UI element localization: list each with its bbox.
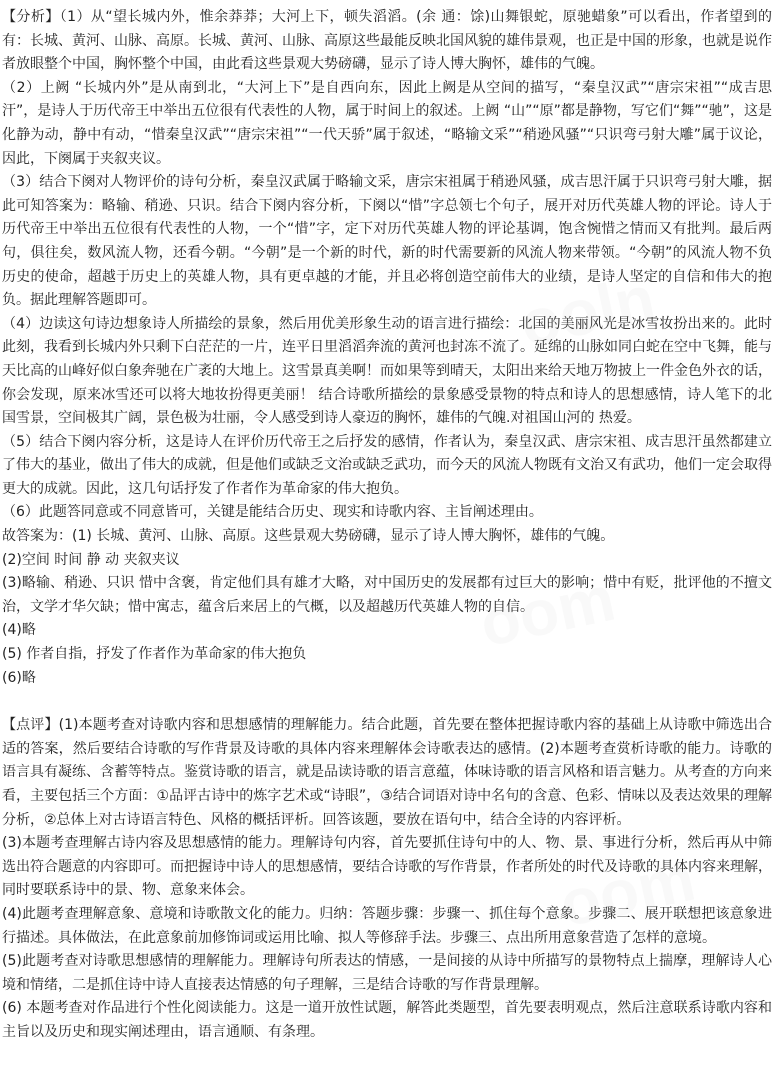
analysis-paragraph-2: （2）上阙 “长城内外”是从南到北，“大河上下”是自西向东，因此上阙是从空间的描写，“秦皇汉武”“唐宗宋祖”“成吉思汗”，是诗人于历代帝王中举出五位很有代表性的人物，属于时间上的叙述。上阙 “山”“原”都是静物，写它们“舞”“驰”，这是化静为动，静中有动，“惜秦皇汉武”“唐宗宋祖”“一代天骄”属于叙述，“略输文采”“稍逊风骚”“只识弯弓射大雕”属于议论，因此，下阕属于夹叙夹议。 [2, 79, 772, 167]
analysis-paragraph-5: （5）结合下阕内容分析，这是诗人在评价历代帝王之后抒发的感情，作者认为，秦皇汉武、唐宗宋祖、成吉思汗虽然都建立了伟大的基业，做出了伟大的成就，但是他们或缺乏文治或缺乏武功，而今天的风流人物既有文治又有武功，他们一定会取得更大的成就。因此，这几句话抒发了作者作为革命家的伟大抱负。 [2, 433, 772, 497]
answer-4: (4)略 [2, 622, 36, 639]
comment-paragraph-3: (3)本题考查理解古诗内容及思想感情的能力。理解诗句内容，首先要抓住诗句中的人、物、景、事进行分析，然后再从中筛选出符合题意的内容即可。而把握诗中诗人的思想感情，要结合诗歌的写作背景，作者所处的时代及诗歌的具体内容来理解，同时要联系诗中的景、物、意象来体会。 [2, 835, 772, 899]
analysis-paragraph-4: （4）边读这句诗边想象诗人所描绘的景象，然后用优美形象生动的语言进行描绘：北国的美丽风光是冰雪妆扮出来的。此时此刻，我看到长城内外只剩下白茫茫的一片，连平日里滔滔奔流的黄河也封冻不流了。延绵的山脉如同白蛇在空中飞舞，能与天比高的山峰好似白象奔驰在广袤的大地上。这雪景真美啊！而如果等到晴天，太阳出来给天地万物披上一件金色外衣的话，你会发现，原来冰雪还可以将大地妆扮得更美丽！ 结合诗歌所描绘的景象感受景物的特点和诗人的思想感情，诗人笔下的北国雪景，空间极其广阔，景色极为壮丽，令人感受到诗人豪迈的胸怀，雄伟的气魄.对祖国山河的 热爱。 [2, 315, 772, 427]
comment-section [2, 714, 772, 1044]
comment-paragraph-5: (5)此题考查对诗歌思想感情的理解能力。理解诗句所表达的情感，一是间接的从诗中所描写的景物特点上揣摩，理解诗人心境和情绪，二是抓住诗中诗人直接表达情感的句子理解，三是结合诗歌的写作背景理解。 [2, 953, 772, 993]
analysis-section [2, 6, 772, 690]
answer-2: (2)空间 时间 静 动 夹叙夹议 [2, 551, 180, 568]
watermark: ooln [513, 261, 661, 361]
answer-3: (3)略输、稍逊、只识 惜中含褒，肯定他们具有雄才大略，对中国历史的发展都有过巨大的影响；惜中有贬，批评他的不擅文治，文学才华欠缺；惜中寓志，蕴含后来居上的气概，以及超越历代英雄人物的自信。 [2, 575, 772, 615]
section-gap [2, 690, 772, 714]
comment-paragraph-6: (6) 本题考查对作品进行个性化阅读能力。这是一道开放性试题，解答此类题型，首先要表明观点，然后注意联系诗歌内容和主旨以及历史和现实阐述理由，语言通顺、有条理。 [2, 1000, 772, 1040]
answer-5: (5) 作者自指，抒发了作者作为革命家的伟大抱负 [2, 646, 307, 663]
watermark: oom [473, 561, 621, 661]
comment-paragraph-4: (4)此题考查理解意象、意境和诗歌散文化的能力。归纳：答题步骤：步骤一、抓住每个意象。步骤二、展开联想把该意象进行描述。具体做法，在此意象前加修饰词或运用比喻、拟人等修辞手法。步骤三、点出所用意象营造了怎样的意境。 [2, 905, 772, 946]
comment-paragraph-1: 【点评】(1)本题考查对诗歌内容和思想感情的理解能力。结合此题，首先要在整体把握诗歌内容的基础上从诗歌中筛选出合适的答案，然后要结合诗歌的写作背景及诗歌的具体内容来理解体会诗歌表达的感情。(2)本题考查赏析诗歌的能力。诗歌的语言具有凝练、含蓄等特点。鉴赏诗歌的语言，就是品读诗歌的语言意蕴，体味诗歌的语言风格和语言魅力。从考查的方向来看，主要包括三个方面：①品评古诗中的炼字艺术或“诗眼”，③结合词语对诗中名句的含意、色彩、情味以及表达效果的理解分析，②总体上对古诗语言特色、风格的概括评析。回答该题，要放在语句中，结合全诗的内容评析。 [2, 717, 772, 828]
watermark: oom [553, 841, 701, 941]
answer-summary: 故答案为：(1) 长城、黄河、山脉、高原。这些景观大势磅礴，显示了诗人博大胸怀，雄伟的气魄。 [2, 528, 615, 545]
analysis-paragraph-6: （6）此题答同意或不同意皆可，关键是能结合历史、现实和诗歌内容、主旨阐述理由。 [2, 504, 543, 521]
analysis-paragraph-1: 【分析】（1）从“望长城内外，惟余莽莽；大河上下，顿失滔滔。(余 通：馀)山舞银蛇，原驰蜡象”可以看出，作者望到的有：长城、黄河、山脉、高原。长城、黄河、山脉、高原这些最能反映北国风貌的雄伟景观，也正是中国的形象，也就是说作者放眼整个中国，胸怀整个中国，由此看这些景观大势磅礴，显示了诗人博大胸怀，雄伟的气魄。 [2, 9, 772, 73]
answer-6: (6)略 [2, 669, 36, 686]
analysis-paragraph-3: （3）结合下阕对人物评价的诗句分析，秦皇汉武属于略输文采，唐宗宋祖属于稍逊风骚，成吉思汗属于只识弯弓射大雕，据此可知答案为：略输、稍逊、只识。结合下阕内容分析，下阕以“惜”字总领七个句子，展开对历代英雄人物的评论。诗人于历代帝王中举出五位很有代表性的人物，一个“惜”字，定下对历代英雄人物的评论基调，饱含惋惜之情而又有批判。最后两句，俱往矣，数风流人物，还看今朝。“今朝”是一个新的时代，新的时代需要新的风流人物来带领。“今朝”的风流人物不负历史的使命，超越于历史上的英雄人物，具有更卓越的才能，并且必将创造空前伟大的业绩，是诗人坚定的自信和伟大的抱负。据此理解答题即可。 [2, 174, 772, 309]
